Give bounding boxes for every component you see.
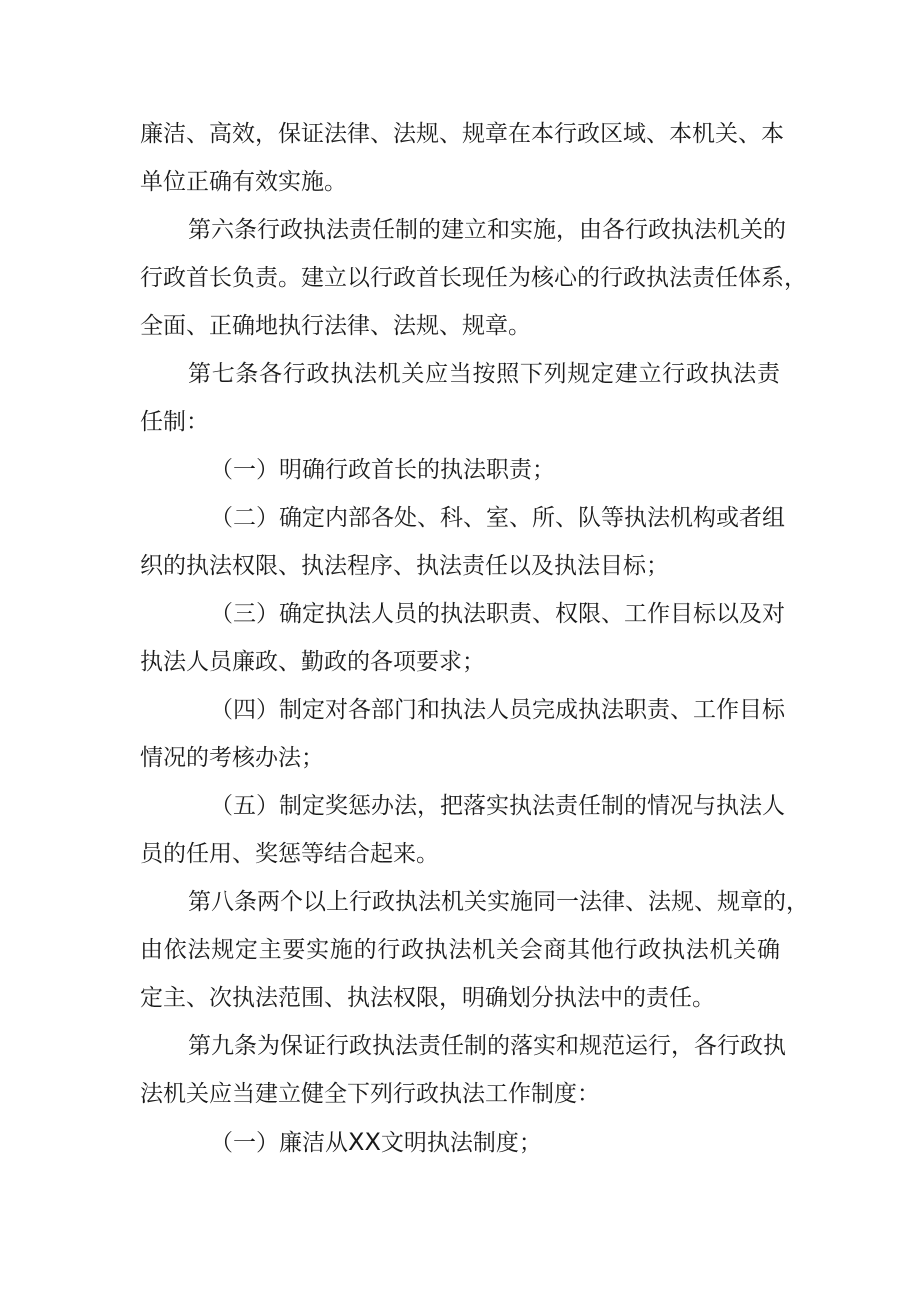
paragraph-line: 法机关应当建立健全下列行政执法工作制度： [140, 1081, 600, 1107]
list-item-suffix: 文明执法制度； [380, 1130, 542, 1156]
list-item-honest-law-enforcement [210, 1126, 780, 1159]
article-7-heading-line: 第七条各行政执法机关应当按照下列规定建立行政执法责 [188, 361, 780, 387]
placeholder-xx: XX [348, 1128, 381, 1156]
list-item-1: （一）明确行政首长的执法职责； [210, 457, 555, 483]
paragraph-line: 单位正确有效实施。 [140, 169, 347, 195]
paragraph-line: 行政首长负责。建立以行政首长现任为核心的行政执法责任体系， [140, 265, 807, 291]
paragraph-line: 由依法规定主要实施的行政执法机关会商其他行政执法机关确 [140, 937, 780, 963]
paragraph-line: 织的执法权限、执法程序、执法责任以及执法目标； [140, 553, 669, 579]
list-item-3: （三）确定执法人员的执法职责、权限、工作目标以及对 [210, 601, 785, 627]
paragraph-line: 员的任用、奖惩等结合起来。 [140, 841, 439, 867]
paragraph-line: 全面、正确地执行法律、法规、规章。 [140, 313, 531, 339]
list-item-prefix: （一）廉洁从 [210, 1130, 348, 1156]
list-item-2: （二）确定内部各处、科、室、所、队等执法机构或者组 [210, 505, 785, 531]
article-8-heading-line: 第八条两个以上行政执法机关实施同一法律、法规、规章的， [188, 889, 809, 915]
paragraph-line: 任制： [140, 409, 209, 435]
paragraph-line: 廉洁、高效，保证法律、法规、规章在本行政区域、本机关、本 [140, 121, 784, 147]
list-item-5: （五）制定奖惩办法，把落实执法责任制的情况与执法人 [210, 793, 785, 819]
list-item-4: （四）制定对各部门和执法人员完成执法职责、工作目标 [210, 697, 785, 723]
article-6-heading-line: 第六条行政执法责任制的建立和实施，由各行政执法机关的 [188, 217, 786, 243]
paragraph-line: 执法人员廉政、勤政的各项要求； [140, 649, 485, 675]
paragraph-line: 定主、次执法范围、执法权限，明确划分执法中的责任。 [140, 985, 715, 1011]
paragraph-line: 情况的考核办法； [140, 745, 324, 771]
article-9-heading-line: 第九条为保证行政执法责任制的落实和规范运行，各行政执 [188, 1033, 786, 1059]
